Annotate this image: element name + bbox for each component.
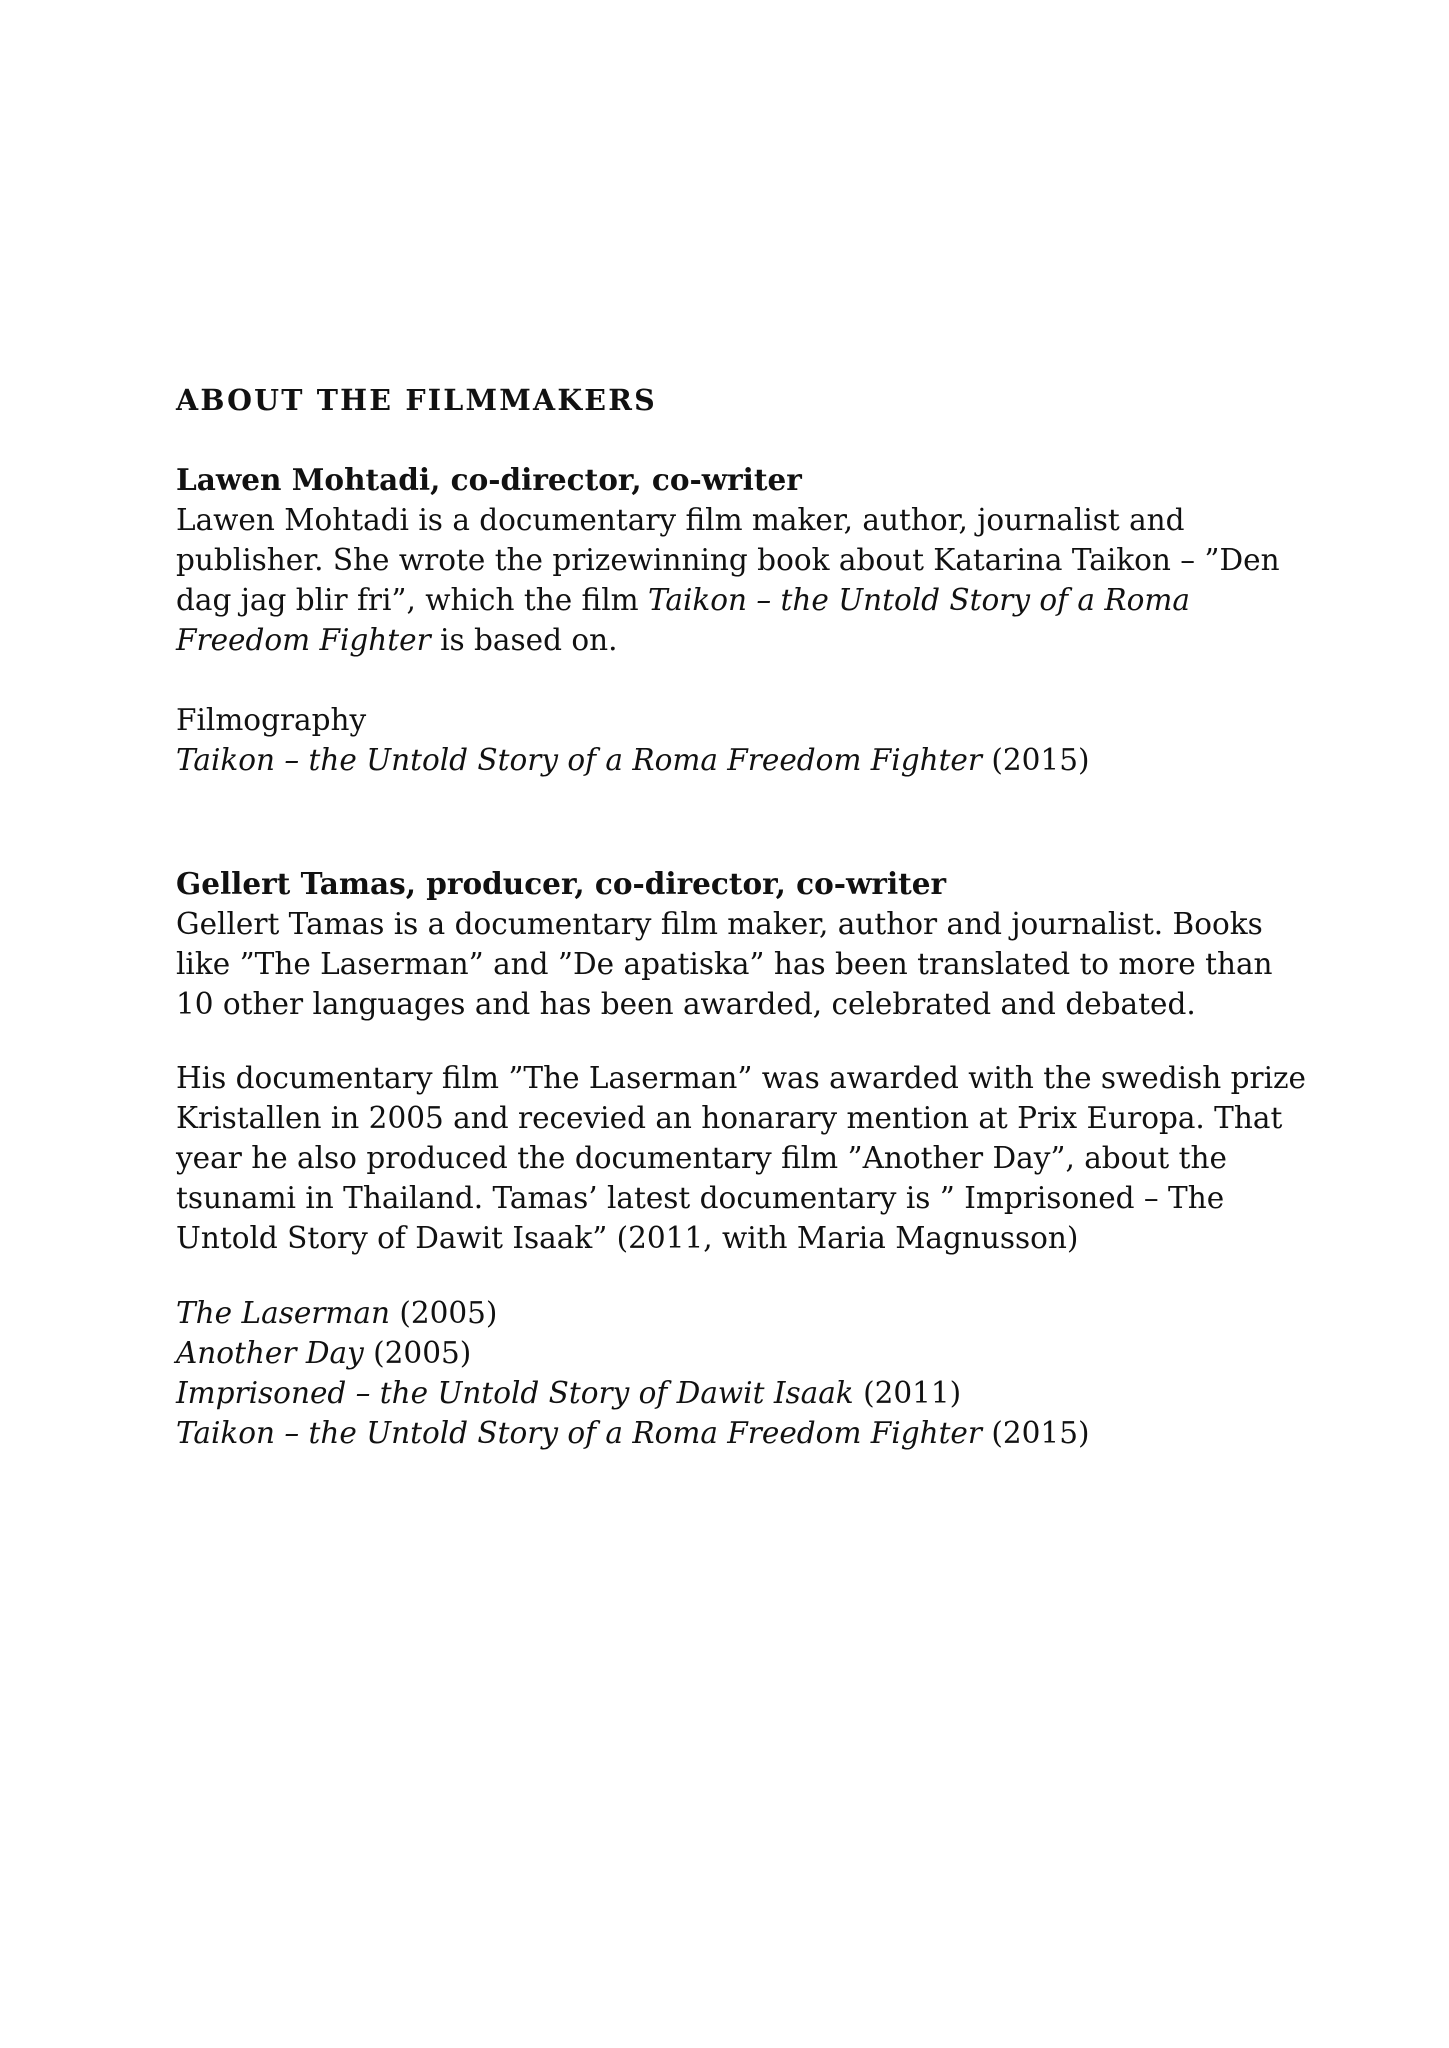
section-title-lawen: Lawen Mohtadi, co-director, co-writer — [176, 462, 802, 497]
bio-film-title: Taikon – the Untold Story of a Roma Freedom Fighter — [176, 583, 1190, 657]
bio-paragraph-gellert-2: His documentary film ”The Laserman” was awarded with the swedish prize Kristallen in 2005 and recevied an honarary mention at Prix Europa. That year he also produced the documentary film ”Another Day”, about the tsunami in Thailand. Tamas’ latest documentary is ” Imprisoned – The Untold Story of Dawit Isaak” (2011, with Maria Magnusson) — [176, 1061, 1307, 1255]
film-list-item — [176, 1333, 1316, 1373]
film-year: (2005) — [389, 1296, 498, 1330]
film-year: (2005) — [363, 1336, 472, 1370]
film-year: (2015) — [982, 743, 1090, 777]
film-list — [176, 1293, 1316, 1453]
film-list-item — [176, 740, 1316, 780]
film-title: Taikon – the Untold Story of a Roma Freedom Fighter — [176, 1416, 982, 1450]
film-title: Imprisoned – the Untold Story of Dawit Isaak — [176, 1376, 854, 1410]
bio-paragraph-lawen — [176, 500, 1316, 660]
section-title-gellert: Gellert Tamas, producer, co-director, co-writer — [176, 866, 947, 901]
bio-paragraph-gellert-1: Gellert Tamas is a documentary film maker, author and journalist. Books like ”The Laserman” and ”De apatiska” has been translated to more than 10 other languages and has been awarded, celebrated and debated. — [176, 907, 1273, 1021]
film-list-item — [176, 1373, 1316, 1413]
film-title: The Laserman — [176, 1296, 390, 1330]
film-year: (2015) — [982, 1416, 1090, 1450]
filmmaker-section-lawen — [176, 460, 1316, 780]
bio-text-b: is based on. — [430, 623, 618, 657]
page-heading: ABOUT THE FILMMAKERS — [176, 383, 657, 417]
bio-text-a: Lawen Mohtadi is a documentary film maker, author, journalist and publisher. She wrote the prizewinning book about Katarina Taikon – ”Den dag jag blir fri”, which the film — [176, 503, 1280, 617]
document-page — [176, 380, 1316, 1453]
film-title: Another Day — [176, 1336, 364, 1370]
filmmaker-section-gellert — [176, 864, 1316, 1453]
film-list-item — [176, 1413, 1316, 1453]
film-title: Taikon – the Untold Story of a Roma Freedom Fighter — [176, 743, 982, 777]
film-year: (2011) — [853, 1376, 962, 1410]
film-list-item — [176, 1293, 1316, 1333]
filmography-label: Filmography — [176, 703, 367, 737]
